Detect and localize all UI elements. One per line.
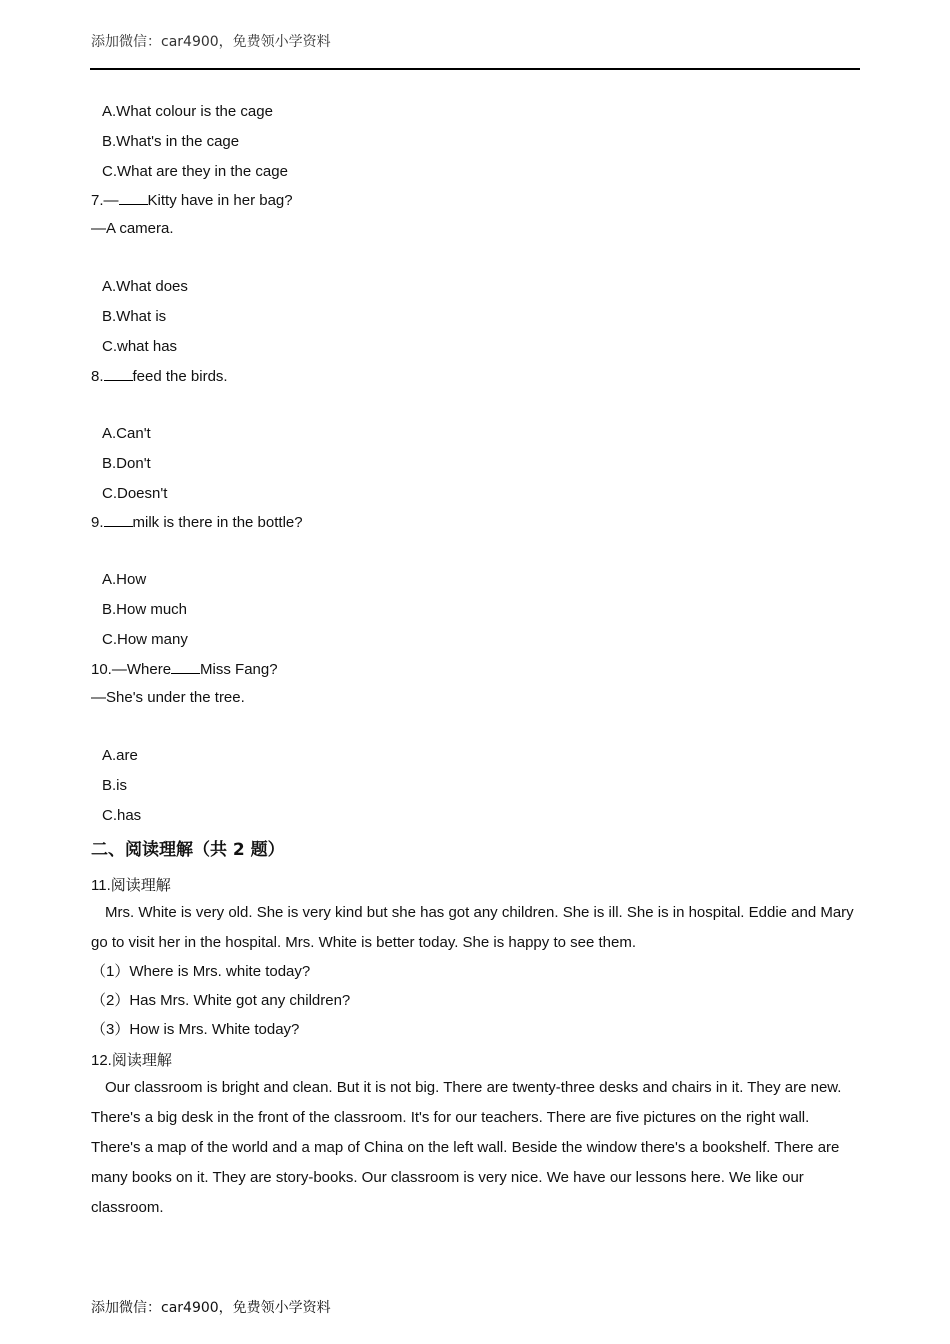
q6-option-c: C.What are they in the cage (102, 163, 288, 180)
q7-option-a: A.What does (102, 278, 188, 295)
answer-blank (171, 659, 200, 674)
q12-label: 阅读理解 (111, 1051, 172, 1069)
q10-stem (91, 659, 278, 680)
q10-option-a: A.are (102, 747, 138, 764)
q12-number: 12. (91, 1052, 112, 1069)
q7-option-b: B.What is (102, 308, 167, 325)
q10-answer: —She's under the tree. (91, 689, 245, 706)
q9-option-b: B.How much (102, 601, 188, 618)
header-divider (90, 68, 860, 70)
q11-passage: Mrs. White is very old. She is very kind but she has got any children. She is ill. She is in hospital. Eddie and Mary go to visit her in the hospital. Mrs. White is better today. She is happy to see them. (91, 904, 854, 951)
q8-suffix: feed the birds. (132, 368, 228, 385)
q8-option-a: A.Can't (102, 425, 151, 442)
q12-passage: Our classroom is bright and clean. But it is not big. There are twenty-three desks and chairs in it. They are new. There's a big desk in the front of the classroom. It's for our teachers. There are five pictures on the right wall. There's a map of the world and a map of China on the left wall. Beside the window there's a bookshelf. There are many books on it. They are story-books. Our classroom is very nice. We have our lessons here. We like our classroom. (91, 1079, 842, 1216)
page-header: 添加微信：car4900，免费领小学资料 (91, 34, 331, 50)
q12-heading (91, 1050, 172, 1071)
answer-blank (119, 190, 148, 205)
q7-prefix: 7.— (91, 192, 119, 209)
section-title: 二、阅读理解（共 2 题） (91, 840, 285, 860)
q11-sub-1: （1）Where is Mrs. white today? (91, 963, 311, 980)
q8-prefix: 8. (91, 368, 104, 385)
q10-option-b: B.is (102, 777, 128, 794)
q9-stem (91, 512, 303, 533)
q8-option-b: B.Don't (102, 455, 151, 472)
q6-option-a: A.What colour is the cage (102, 103, 273, 120)
q11-heading (91, 875, 171, 896)
q11-sub-3: （3）How is Mrs. White today? (91, 1021, 300, 1038)
answer-blank (104, 366, 133, 381)
q8-stem (91, 366, 228, 387)
q9-prefix: 9. (91, 514, 104, 531)
page-footer: 添加微信：car4900，免费领小学资料 (91, 1300, 331, 1316)
q7-answer: —A camera. (91, 220, 174, 237)
q7-suffix: Kitty have in her bag? (147, 192, 293, 209)
q10-prefix: 10.—Where (91, 661, 172, 678)
q8-option-c: C.Doesn't (102, 485, 168, 502)
q6-option-b: B.What's in the cage (102, 133, 240, 150)
q9-suffix: milk is there in the bottle? (132, 514, 303, 531)
q7-option-c: C.what has (102, 338, 178, 355)
answer-blank (104, 512, 133, 527)
q9-option-c: C.How many (102, 631, 188, 648)
q7-stem (91, 190, 293, 211)
q9-option-a: A.How (102, 571, 147, 588)
q11-number: 11. (91, 877, 111, 894)
q10-suffix: Miss Fang? (200, 661, 278, 678)
q11-sub-2: （2）Has Mrs. White got any children? (91, 992, 351, 1009)
q11-label: 阅读理解 (110, 876, 171, 894)
q10-option-c: C.has (102, 807, 142, 824)
